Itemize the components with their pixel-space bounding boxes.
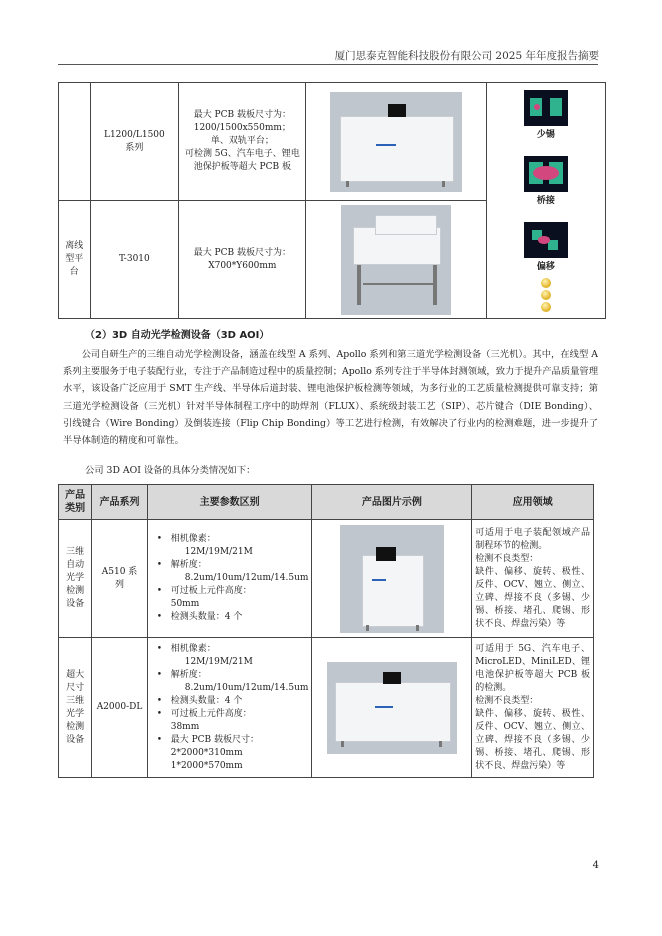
header-series: 产品系列 [92, 485, 147, 520]
inline-aoi-machine-icon [330, 92, 462, 192]
t2-image-cell [312, 520, 472, 638]
t2-series-cell: A510 系 列 [92, 520, 147, 638]
t2-application-cell: 可适用于电子装配领域产品制程环节的检测。 检测不良类型： 缺件、偏移、旋转、极性、反件、OCV、翘立、侧立、立碑、焊接不良（多锡、少锡、桥接、堵孔、爬锡、形状不良、焊盘污染）等 [472, 520, 594, 638]
bridging-image [524, 156, 568, 192]
defect-label: 桥接 [536, 196, 555, 206]
header-image: 产品图片示例 [312, 485, 472, 520]
t2-image-cell [312, 638, 472, 778]
a510-machine-icon [340, 525, 444, 633]
table-intro: 公司 3D AOI 设备的具体分类情况如下： [85, 465, 256, 476]
defect-label: 少锡 [536, 130, 555, 140]
t2-category-cell: 超大 尺寸 三维 光学 检测 设备 [59, 638, 92, 778]
t2-application-cell: 可适用于 5G、汽车电子、MicroLED、MiniLED、锂电池保护板等超大 PCB 板的检测。 检测不良类型： 缺件、偏移、旋转、极性、反件、OCV、翘立、侧立、立碑、焊接不良（多锡、少锡、桥接、堵孔、爬锡、形状不良、焊盘污染）等 [472, 638, 594, 778]
section-title: （2）3D 自动光学检测设备（3D AOI） [85, 330, 270, 341]
a2000-machine-icon [327, 662, 457, 754]
param-item: • 检测头数量：4 个 [157, 695, 309, 708]
solder-balls-image [490, 278, 602, 312]
t1-series-cell: T-3010 [90, 201, 179, 319]
t1-category-cell: 离线 型平 台 [59, 201, 91, 319]
header-application: 应用领域 [472, 485, 594, 520]
insufficient-solder-image [524, 90, 568, 126]
t1-category-cell [59, 83, 91, 201]
header-category: 产品 类别 [59, 485, 92, 520]
param-item: • 可过板上元件高度： 50mm [157, 585, 309, 611]
param-item: • 检测头数量：4 个 [157, 611, 309, 624]
report-header: 厦门思泰克智能科技股份有限公司 2025 年年度报告摘要 [334, 50, 599, 62]
offline-platform-machine-icon [341, 205, 451, 315]
t1-params-cell: 最大 PCB 载板尺寸为： X700*Y600mm [179, 201, 306, 319]
offset-image [524, 222, 568, 258]
t2-series-cell: A2000-DL [92, 638, 147, 778]
header-rule [58, 64, 598, 65]
t2-category-cell: 三维 自动 光学 检测 设备 [59, 520, 92, 638]
param-item: • 相机像素： 12M/19M/21M [157, 533, 309, 559]
t1-params-cell: 最大 PCB 载板尺寸为： 1200/1500x550mm； 单、双轨平台； 可检测 5G、汽车电子、锂电 池保护板等超大 PCB 板 [179, 83, 306, 201]
param-item: • 相机像素： 12M/19M/21M [157, 643, 309, 669]
page-number: 4 [592, 860, 599, 871]
t1-image-cell [306, 83, 486, 201]
param-item: • 解析度： 8.2um/10um/12um/14.5um [157, 559, 309, 585]
param-item: • 可过板上元件高度： 38mm [157, 708, 309, 734]
t1-image-cell [306, 201, 486, 319]
header-params: 主要参数区别 [147, 485, 312, 520]
section-paragraph: 公司自研生产的三维自动光学检测设备，涵盖在线型 A 系列、Apollo 系列和第三道光学检测设备（三光机）。其中，在线型 A 系列主要服务于电子装配行业，专注于产品制造过程中的质量控制；Apollo 系列专注于半导体封测领域，致力于提升产品质量管理水平，该设备广泛应用于 SMT 生产线、半导体后道封装、锂电池保护板检测等领域，为多行业的工艺质量检测提供可靠支持；第三道光学检测设备（三光机）针对半导体制程工序中的助焊剂（FLUX）、系统级封装工艺（SIP）、芯片键合（DIE Bonding）、引线键合（Wire Bonding）及倒装连接（Flip Chip Bonding）等工艺进行检测，有效解决了行业内的检测难题，进一步提升了半导体制造的精度和可靠性。 [63, 349, 598, 447]
t2-params-cell [147, 638, 312, 778]
spi-product-table-continued [58, 82, 606, 319]
t1-series-cell: L1200/L1500 系列 [90, 83, 179, 201]
param-item: • 解析度： 8.2um/10um/12um/14.5um [157, 669, 309, 695]
t2-params-cell [147, 520, 312, 638]
t1-defect-cell [486, 83, 605, 319]
defect-label: 偏移 [536, 262, 555, 272]
aoi-product-table [58, 484, 594, 778]
param-item: • 最大 PCB 载板尺寸： 2*2000*310mm 1*2000*570mm [157, 734, 309, 773]
